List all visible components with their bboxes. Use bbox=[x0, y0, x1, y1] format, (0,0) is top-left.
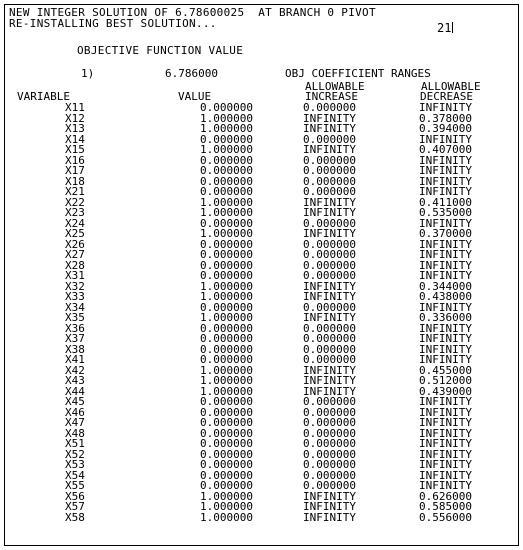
allowable-increase-cell: INFINITY bbox=[303, 363, 356, 377]
variable-cell: X22 bbox=[65, 195, 85, 209]
variable-cell: X27 bbox=[65, 248, 85, 261]
variable-cell: X14 bbox=[65, 132, 85, 146]
allowable-decrease-cell: 0.378000 bbox=[419, 111, 472, 125]
variable-cell: X37 bbox=[65, 332, 85, 345]
allowable-decrease-cell: INFINITY bbox=[419, 258, 472, 272]
variable-table bbox=[5, 103, 518, 523]
allowable-decrease-cell: INFINITY bbox=[419, 101, 472, 114]
value-cell: 0.000000 bbox=[200, 426, 253, 440]
cursor-prefix-text: 21 bbox=[437, 21, 452, 35]
variable-cell: X11 bbox=[65, 101, 85, 114]
allowable-decrease-cell: INFINITY bbox=[419, 185, 472, 198]
variable-cell: X46 bbox=[65, 405, 85, 419]
variable-cell: X24 bbox=[65, 216, 85, 230]
allowable-decrease-cell: 0.411000 bbox=[419, 195, 472, 209]
allowable-increase-cell: 0.000000 bbox=[303, 185, 356, 198]
value-cell: 0.000000 bbox=[200, 332, 253, 345]
value-cell: 1.000000 bbox=[200, 290, 253, 303]
allowable-increase-cell: 0.000000 bbox=[303, 353, 356, 366]
value-cell: 1.000000 bbox=[200, 363, 253, 377]
value-cell: 0.000000 bbox=[200, 258, 253, 272]
allowable-increase-cell: INFINITY bbox=[303, 500, 356, 513]
value-cell: 0.000000 bbox=[200, 300, 253, 314]
variable-cell: X34 bbox=[65, 300, 85, 314]
variable-cell: X48 bbox=[65, 426, 85, 440]
value-cell: 1.000000 bbox=[200, 374, 253, 387]
value-cell: 1.000000 bbox=[200, 206, 253, 219]
allowable-decrease-cell: 0.407000 bbox=[419, 143, 472, 156]
variable-cell: X43 bbox=[65, 374, 85, 387]
variable-cell: X13 bbox=[65, 122, 85, 135]
value-cell: 0.000000 bbox=[200, 395, 253, 408]
allowable-decrease-cell: INFINITY bbox=[419, 479, 472, 492]
allowable-decrease-cell: INFINITY bbox=[419, 426, 472, 440]
variable-cell: X52 bbox=[65, 447, 85, 461]
allowable-decrease-cell: INFINITY bbox=[419, 447, 472, 461]
allowable-decrease-cell: 0.336000 bbox=[419, 311, 472, 324]
allowable-decrease-cell: INFINITY bbox=[419, 395, 472, 408]
allowable-increase-cell: 0.000000 bbox=[303, 237, 356, 251]
allowable-increase-cell: 0.000000 bbox=[303, 416, 356, 429]
allowable-decrease-cell: 0.439000 bbox=[419, 384, 472, 398]
value-cell: 0.000000 bbox=[200, 405, 253, 419]
value-cell: 1.000000 bbox=[200, 111, 253, 125]
allowable-increase-cell: 0.000000 bbox=[303, 258, 356, 272]
value-cell: 1.000000 bbox=[200, 279, 253, 293]
allowable-increase-cell: INFINITY bbox=[303, 206, 356, 219]
allowable-decrease-cell: INFINITY bbox=[419, 300, 472, 314]
allowable-increase-cell: INFINITY bbox=[303, 143, 356, 156]
variable-cell: X38 bbox=[65, 342, 85, 356]
text-cursor-line[interactable] bbox=[437, 22, 453, 34]
allowable-decrease-cell: 0.626000 bbox=[419, 489, 472, 503]
allowable-increase-cell: 0.000000 bbox=[303, 468, 356, 482]
allowable-decrease-cell: INFINITY bbox=[419, 332, 472, 345]
variable-cell: X57 bbox=[65, 500, 85, 513]
value-cell: 0.000000 bbox=[200, 174, 253, 188]
variable-cell: X56 bbox=[65, 489, 85, 503]
column-header-allowable-inc: ALLOWABLE bbox=[305, 80, 365, 93]
allowable-increase-cell: INFINITY bbox=[303, 279, 356, 293]
value-cell: 1.000000 bbox=[200, 227, 253, 240]
allowable-increase-cell: INFINITY bbox=[303, 227, 356, 240]
allowable-increase-cell: 0.000000 bbox=[303, 479, 356, 492]
value-cell: 1.000000 bbox=[200, 500, 253, 513]
allowable-increase-cell: 0.000000 bbox=[303, 174, 356, 188]
column-header-decrease: DECREASE bbox=[420, 90, 473, 103]
allowable-decrease-cell: INFINITY bbox=[419, 237, 472, 251]
value-cell: 0.000000 bbox=[200, 237, 253, 251]
allowable-increase-cell: 0.000000 bbox=[303, 164, 356, 177]
allowable-increase-cell: 0.000000 bbox=[303, 216, 356, 230]
allowable-decrease-cell: 0.344000 bbox=[419, 279, 472, 293]
allowable-increase-cell: 0.000000 bbox=[303, 321, 356, 335]
allowable-decrease-cell: 0.512000 bbox=[419, 374, 472, 387]
value-cell: 0.000000 bbox=[200, 458, 253, 471]
allowable-decrease-cell: INFINITY bbox=[419, 416, 472, 429]
value-cell: 1.000000 bbox=[200, 143, 253, 156]
column-header-allowable-dec: ALLOWABLE bbox=[421, 80, 481, 93]
column-header-value: VALUE bbox=[178, 90, 212, 103]
value-cell: 1.000000 bbox=[200, 510, 253, 524]
variable-cell: X33 bbox=[65, 290, 85, 303]
variable-cell: X36 bbox=[65, 321, 85, 335]
variable-cell: X41 bbox=[65, 353, 85, 366]
allowable-increase-cell: INFINITY bbox=[303, 510, 356, 524]
variable-cell: X26 bbox=[65, 237, 85, 251]
value-cell: 0.000000 bbox=[200, 468, 253, 482]
variable-cell: X18 bbox=[65, 174, 85, 188]
allowable-increase-cell: 0.000000 bbox=[303, 101, 356, 114]
allowable-decrease-cell: 0.394000 bbox=[419, 122, 472, 135]
value-cell: 0.000000 bbox=[200, 321, 253, 335]
allowable-increase-cell: 0.000000 bbox=[303, 437, 356, 450]
allowable-increase-cell: INFINITY bbox=[303, 311, 356, 324]
allowable-decrease-cell: INFINITY bbox=[419, 269, 472, 282]
value-cell: 0.000000 bbox=[200, 216, 253, 230]
objective-function-title: OBJECTIVE FUNCTION VALUE bbox=[77, 44, 244, 57]
allowable-decrease-cell: INFINITY bbox=[419, 458, 472, 471]
value-cell: 1.000000 bbox=[200, 489, 253, 503]
allowable-increase-cell: INFINITY bbox=[303, 374, 356, 387]
variable-cell: X16 bbox=[65, 153, 85, 167]
allowable-increase-cell: 0.000000 bbox=[303, 300, 356, 314]
allowable-decrease-cell: INFINITY bbox=[419, 174, 472, 188]
variable-cell: X32 bbox=[65, 279, 85, 293]
variable-cell: X31 bbox=[65, 269, 85, 282]
objective-value: 6.786000 bbox=[165, 67, 218, 80]
allowable-decrease-cell: INFINITY bbox=[419, 153, 472, 167]
allowable-decrease-cell: INFINITY bbox=[419, 405, 472, 419]
allowable-decrease-cell: INFINITY bbox=[419, 353, 472, 366]
variable-cell: X53 bbox=[65, 458, 85, 471]
value-cell: 0.000000 bbox=[200, 164, 253, 177]
allowable-increase-cell: INFINITY bbox=[303, 122, 356, 135]
allowable-decrease-cell: INFINITY bbox=[419, 468, 472, 482]
value-cell: 1.000000 bbox=[200, 195, 253, 209]
variable-cell: X23 bbox=[65, 206, 85, 219]
value-cell: 0.000000 bbox=[200, 447, 253, 461]
allowable-decrease-cell: INFINITY bbox=[419, 342, 472, 356]
allowable-increase-cell: INFINITY bbox=[303, 290, 356, 303]
variable-cell: X25 bbox=[65, 227, 85, 240]
value-cell: 1.000000 bbox=[200, 311, 253, 324]
allowable-decrease-cell: 0.370000 bbox=[419, 227, 472, 240]
table-row bbox=[5, 510, 518, 524]
obj-coefficient-ranges-title: OBJ COEFFICIENT RANGES bbox=[285, 67, 431, 80]
allowable-increase-cell: 0.000000 bbox=[303, 132, 356, 146]
allowable-decrease-cell: INFINITY bbox=[419, 132, 472, 146]
value-cell: 0.000000 bbox=[200, 479, 253, 492]
variable-cell: X15 bbox=[65, 143, 85, 156]
value-cell: 1.000000 bbox=[200, 384, 253, 398]
value-cell: 0.000000 bbox=[200, 437, 253, 450]
allowable-increase-cell: 0.000000 bbox=[303, 447, 356, 461]
variable-cell: X58 bbox=[65, 510, 85, 524]
variable-cell: X42 bbox=[65, 363, 85, 377]
variable-cell: X21 bbox=[65, 185, 85, 198]
allowable-increase-cell: 0.000000 bbox=[303, 458, 356, 471]
report-window bbox=[4, 4, 519, 546]
value-cell: 0.000000 bbox=[200, 132, 253, 146]
allowable-decrease-cell: INFINITY bbox=[419, 216, 472, 230]
allowable-increase-cell: 0.000000 bbox=[303, 426, 356, 440]
allowable-increase-cell: 0.000000 bbox=[303, 248, 356, 261]
value-cell: 0.000000 bbox=[200, 153, 253, 167]
status-line-integer-solution: NEW INTEGER SOLUTION OF 6.78600025 AT BRANCH 0 PIVOT bbox=[9, 6, 376, 19]
allowable-increase-cell: INFINITY bbox=[303, 111, 356, 125]
allowable-decrease-cell: INFINITY bbox=[419, 321, 472, 335]
allowable-decrease-cell: INFINITY bbox=[419, 248, 472, 261]
allowable-increase-cell: 0.000000 bbox=[303, 153, 356, 167]
allowable-decrease-cell: INFINITY bbox=[419, 437, 472, 450]
allowable-decrease-cell: INFINITY bbox=[419, 164, 472, 177]
allowable-increase-cell: 0.000000 bbox=[303, 405, 356, 419]
variable-cell: X44 bbox=[65, 384, 85, 398]
allowable-increase-cell: INFINITY bbox=[303, 489, 356, 503]
variable-cell: X54 bbox=[65, 468, 85, 482]
allowable-increase-cell: 0.000000 bbox=[303, 269, 356, 282]
value-cell: 0.000000 bbox=[200, 248, 253, 261]
allowable-decrease-cell: 0.556000 bbox=[419, 510, 472, 524]
variable-cell: X55 bbox=[65, 479, 85, 492]
allowable-decrease-cell: 0.535000 bbox=[419, 206, 472, 219]
value-cell: 0.000000 bbox=[200, 101, 253, 114]
allowable-decrease-cell: 0.438000 bbox=[419, 290, 472, 303]
value-cell: 0.000000 bbox=[200, 269, 253, 282]
variable-cell: X35 bbox=[65, 311, 85, 324]
variable-cell: X45 bbox=[65, 395, 85, 408]
caret-icon bbox=[452, 22, 453, 33]
objective-index: 1) bbox=[81, 67, 95, 80]
value-cell: 0.000000 bbox=[200, 416, 253, 429]
column-header-increase: INCREASE bbox=[305, 90, 358, 103]
allowable-increase-cell: 0.000000 bbox=[303, 395, 356, 408]
variable-cell: X17 bbox=[65, 164, 85, 177]
allowable-increase-cell: 0.000000 bbox=[303, 342, 356, 356]
allowable-increase-cell: 0.000000 bbox=[303, 332, 356, 345]
status-line-reinstalling: RE-INSTALLING BEST SOLUTION... bbox=[9, 17, 217, 30]
variable-cell: X28 bbox=[65, 258, 85, 272]
allowable-decrease-cell: 0.455000 bbox=[419, 363, 472, 377]
allowable-increase-cell: INFINITY bbox=[303, 384, 356, 398]
allowable-decrease-cell: 0.585000 bbox=[419, 500, 472, 513]
value-cell: 0.000000 bbox=[200, 353, 253, 366]
value-cell: 0.000000 bbox=[200, 185, 253, 198]
column-header-variable: VARIABLE bbox=[17, 90, 70, 103]
value-cell: 1.000000 bbox=[200, 122, 253, 135]
variable-cell: X12 bbox=[65, 111, 85, 125]
variable-cell: X47 bbox=[65, 416, 85, 429]
value-cell: 0.000000 bbox=[200, 342, 253, 356]
variable-cell: X51 bbox=[65, 437, 85, 450]
allowable-increase-cell: INFINITY bbox=[303, 195, 356, 209]
